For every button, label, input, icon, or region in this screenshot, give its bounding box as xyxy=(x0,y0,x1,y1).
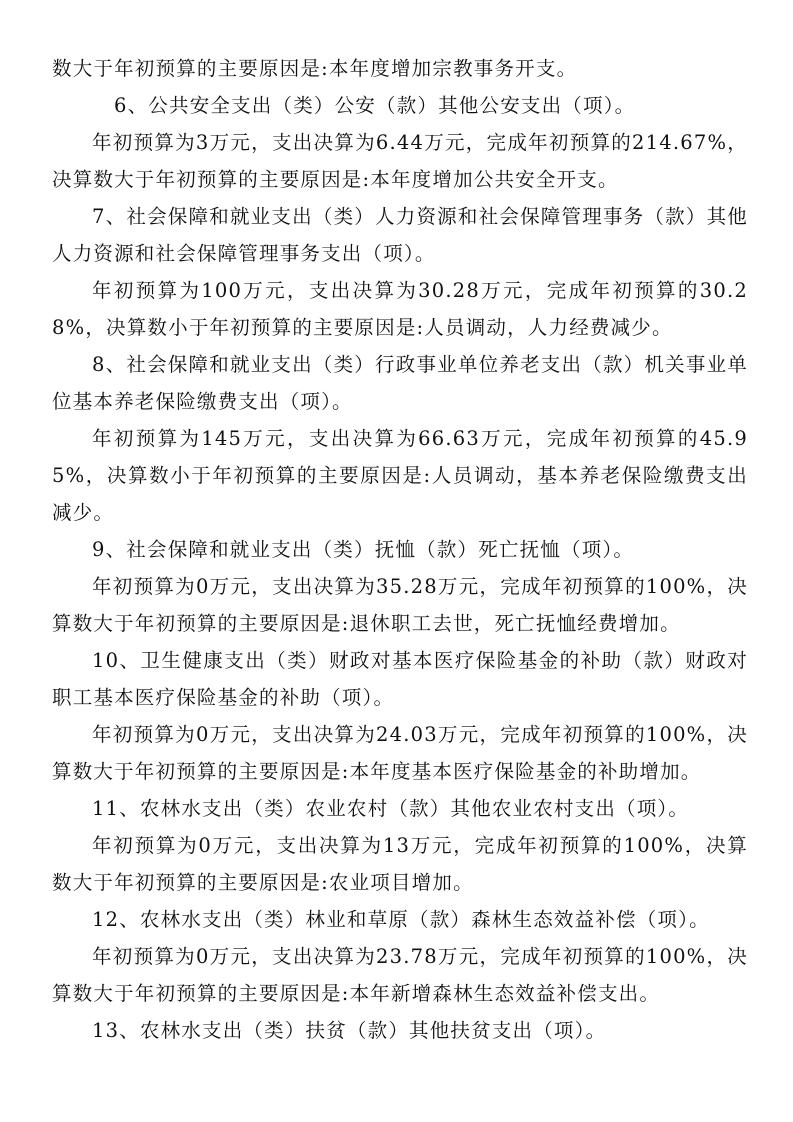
paragraph-medical-insurance-budget: 年初预算为0万元，支出决算为24.03万元，完成年初预算的100%，决算数大于年初预算的主要原因是:本年度基本医疗保险基金的补助增加。 xyxy=(52,723,748,783)
item-heading-agriculture: 11、农林水支出（类）农业农村（款）其他农业农村支出（项）。 xyxy=(92,797,690,820)
item-heading-poverty-alleviation: 13、农林水支出（类）扶贫（款）其他扶贫支出（项）。 xyxy=(92,1019,607,1042)
paragraph-public-security-budget: 年初预算为3万元，支出决算为6.44万元，完成年初预算的214.67%，决算数大于年初预算的主要原因是:本年度增加公共安全开支。 xyxy=(52,131,748,191)
item-heading-death-compensation: 9、社会保障和就业支出（类）抚恤（款）死亡抚恤（项）。 xyxy=(92,538,635,561)
item-heading-public-security: 6、公共安全支出（类）公安（款）其他公安支出（项）。 xyxy=(114,94,636,117)
paragraph-forest-compensation-budget: 年初预算为0万元，支出决算为23.78万元，完成年初预算的100%，决算数大于年初预算的主要原因是:本年新增森林生态效益补偿支出。 xyxy=(52,945,748,1005)
paragraph-religious-affairs-reason: 数大于年初预算的主要原因是:本年度增加宗教事务开支。 xyxy=(52,57,578,80)
paragraph-pension-insurance-budget: 年初预算为145万元，支出决算为66.63万元，完成年初预算的45.95%，决算数小于年初预算的主要原因是:人员调动，基本养老保险缴费支出减少。 xyxy=(52,427,748,524)
paragraph-agriculture-budget: 年初预算为0万元，支出决算为13万元，完成年初预算的100%，决算数大于年初预算的主要原因是:农业项目增加。 xyxy=(52,834,748,894)
item-heading-forest-compensation: 12、农林水支出（类）林业和草原（款）森林生态效益补偿（项）。 xyxy=(92,908,710,931)
item-heading-hr-management: 7、社会保障和就业支出（类）人力资源和社会保障管理事务（款）其他人力资源和社会保障管理事务支出（项）。 xyxy=(52,205,748,265)
item-heading-pension-insurance: 8、社会保障和就业支出（类）行政事业单位养老支出（款）机关事业单位基本养老保险缴费支出（项）。 xyxy=(52,353,748,413)
paragraph-death-compensation-budget: 年初预算为0万元，支出决算为35.28万元，完成年初预算的100%，决算数大于年初预算的主要原因是:退休职工去世，死亡抚恤经费增加。 xyxy=(52,575,748,635)
paragraph-hr-management-budget: 年初预算为100万元，支出决算为30.28万元，完成年初预算的30.28%，决算数小于年初预算的主要原因是:人员调动，人力经费减少。 xyxy=(52,279,748,339)
item-heading-medical-insurance: 10、卫生健康支出（类）财政对基本医疗保险基金的补助（款）财政对职工基本医疗保险基金的补助（项）。 xyxy=(52,649,748,709)
